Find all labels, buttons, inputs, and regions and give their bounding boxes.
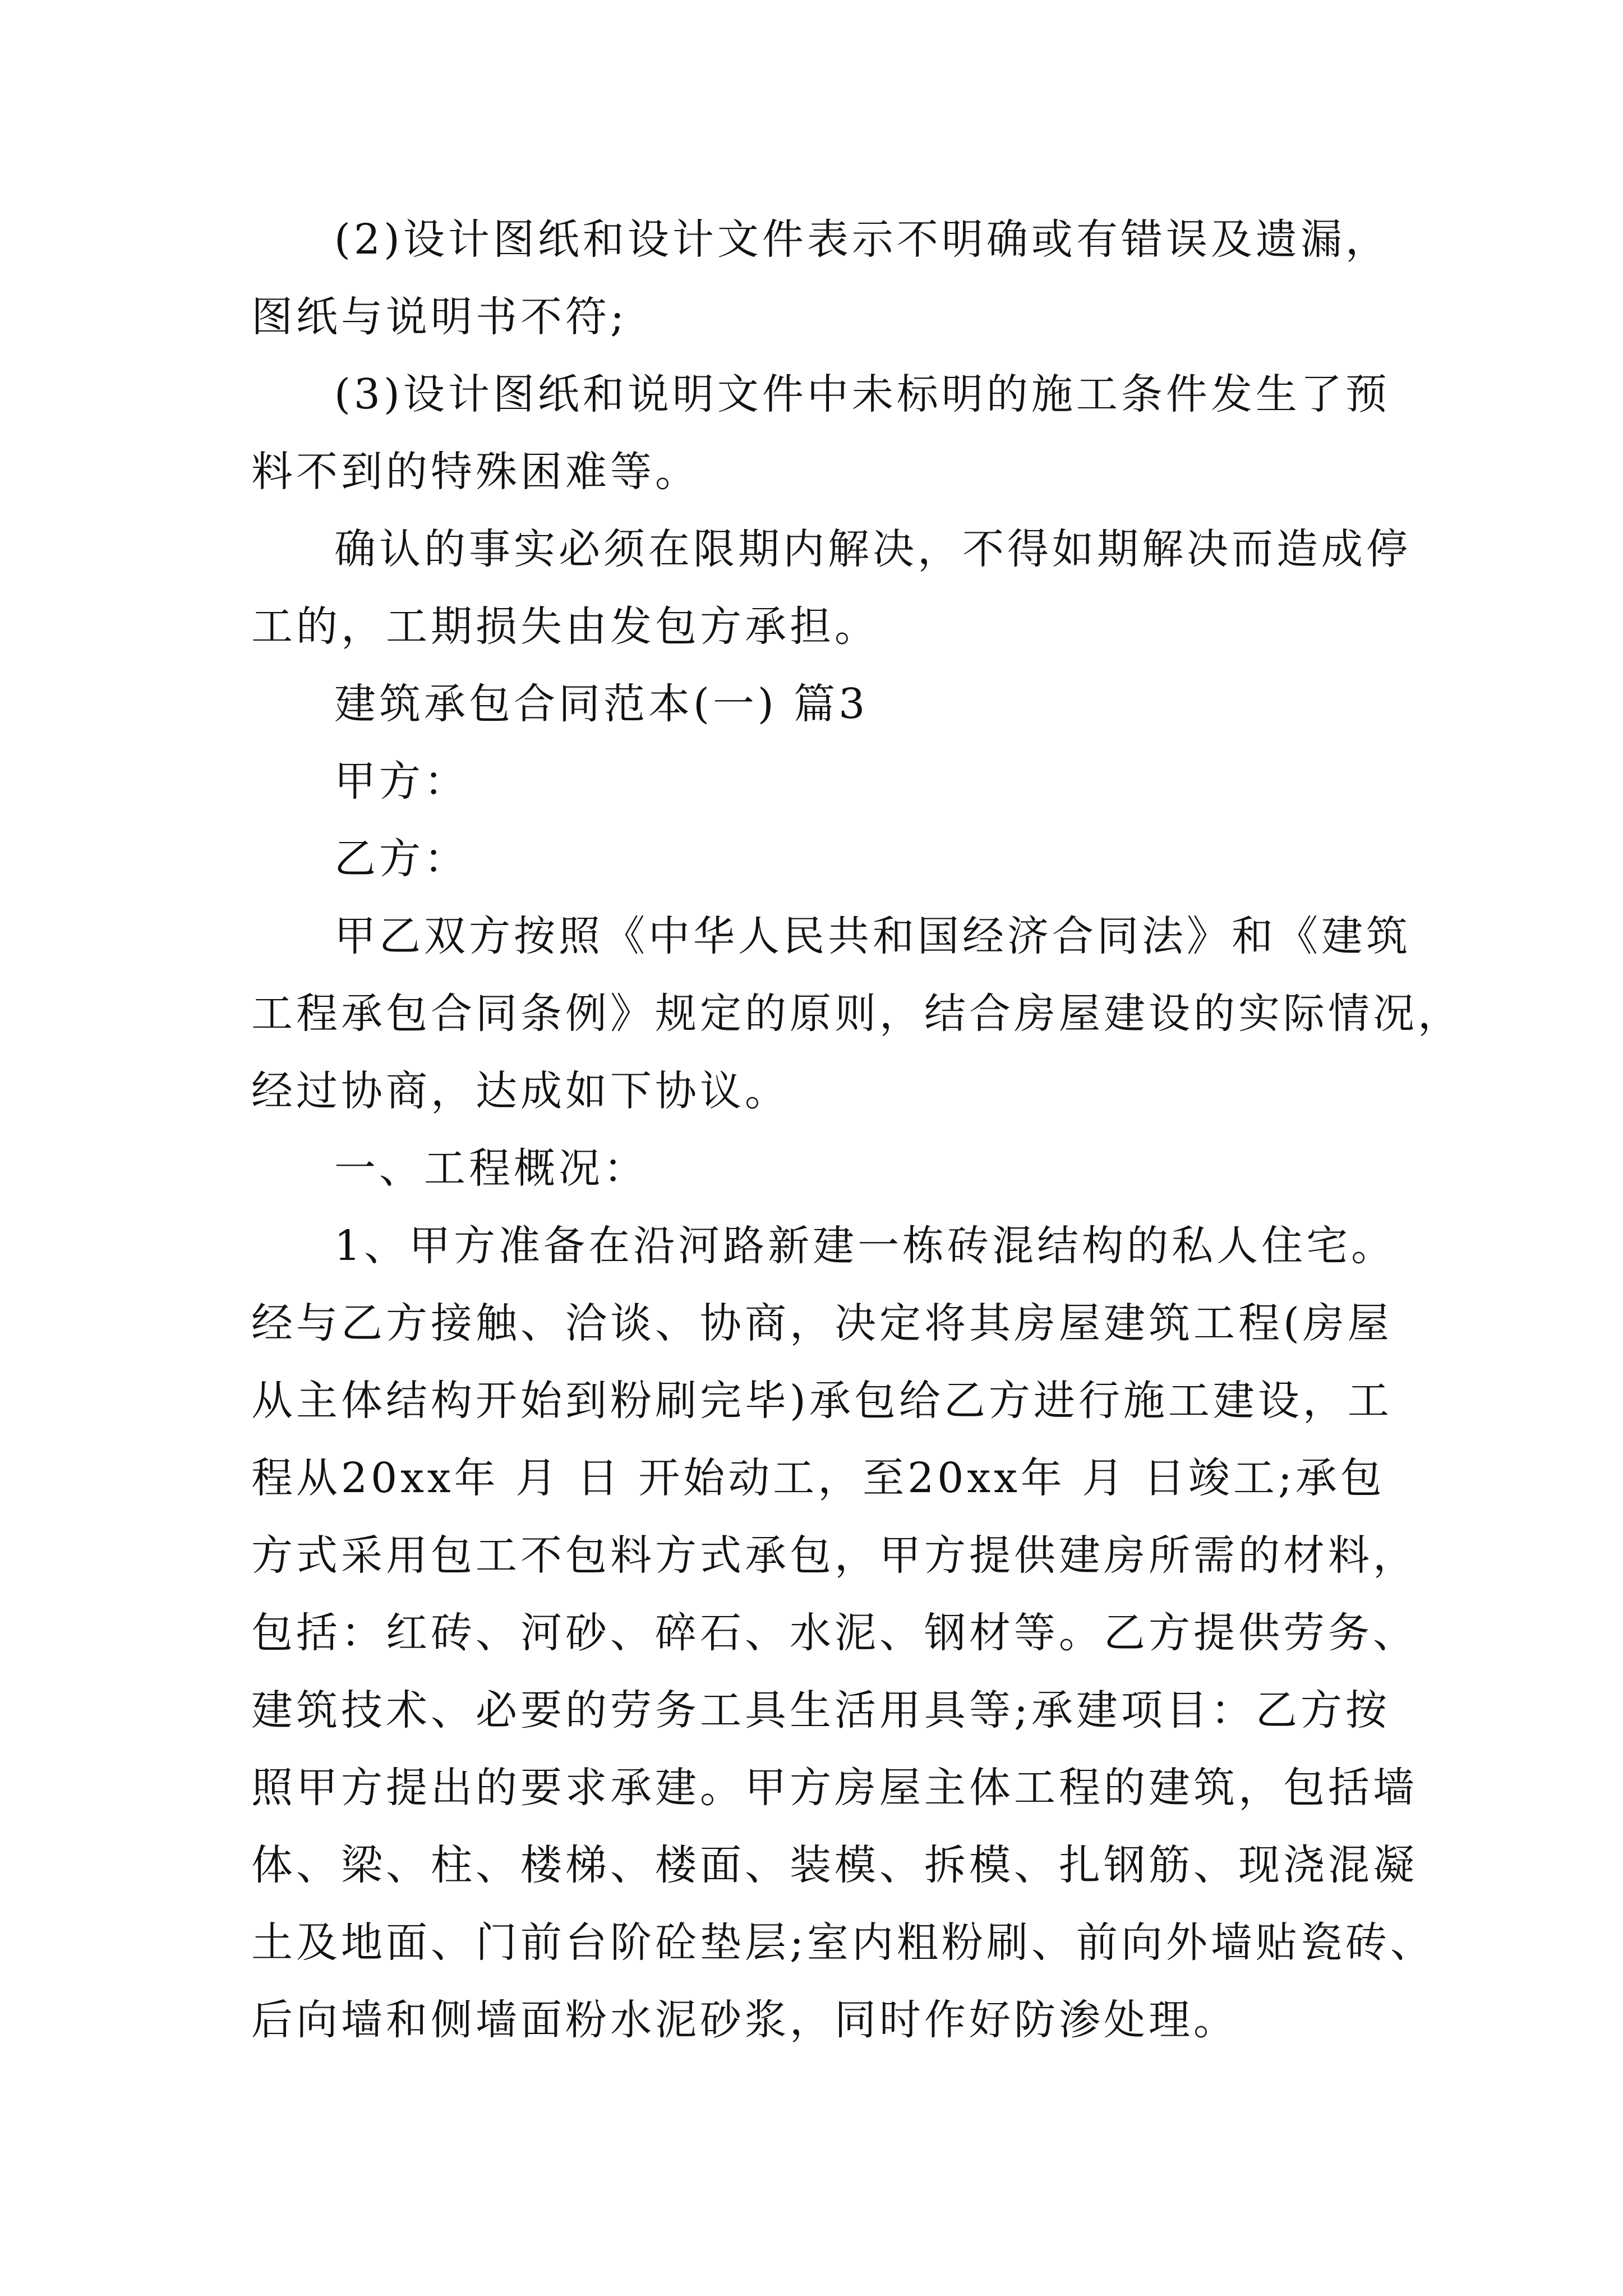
text-line: 体、梁、柱、楼梯、楼面、装模、拆模、扎钢筋、现浇混凝 (251, 1841, 1418, 1889)
text-line: 经过协商，达成如下协议。 (251, 1067, 790, 1115)
section-heading: 建筑承包合同范本(一) 篇3 (334, 680, 869, 728)
text-line: 照甲方提出的要求承建。甲方房屋主体工程的建筑，包括墙 (251, 1764, 1418, 1812)
text-line: 方式采用包工不包料方式承包，甲方提供建房所需的材料， (251, 1531, 1418, 1580)
text-line: 料不到的特殊困难等。 (251, 448, 700, 496)
text-line: 经与乙方接触、洽谈、协商，决定将其房屋建筑工程(房屋 (251, 1299, 1393, 1347)
text-line: (3)设计图纸和说明文件中未标明的施工条件发生了预 (334, 370, 1390, 418)
text-line: 程从20xx年 月 日 开始动工，至20xx年 月 日竣工;承包 (251, 1454, 1385, 1502)
text-line: 确认的事实必须在限期内解决，不得如期解决而造成停 (334, 525, 1411, 573)
text-line: 工程承包合同条例》规定的原则，结合房屋建设的实际情况， (251, 990, 1463, 1038)
text-line: (2)设计图纸和设计文件表示不明确或有错误及遗漏， (334, 215, 1390, 264)
text-line: 甲乙双方按照《中华人民共和国经济合同法》和《建筑 (334, 912, 1411, 960)
text-line: 工的，工期损失由发包方承担。 (251, 602, 879, 651)
party-b-label: 乙方： (334, 835, 469, 883)
text-line: 后向墙和侧墙面粉水泥砂浆，同时作好防渗处理。 (251, 1996, 1238, 2044)
text-line: 图纸与说明书不符; (251, 293, 628, 341)
text-line: 从主体结构开始到粉刷完毕)承包给乙方进行施工建设，工 (251, 1377, 1393, 1425)
text-line: 土及地面、门前台阶砼垫层;室内粗粉刷、前向外墙贴瓷砖、 (251, 1918, 1435, 1967)
text-line: 包括：红砖、河砂、碎石、水泥、钢材等。乙方提供劳务、 (251, 1609, 1418, 1657)
document-body (251, 201, 1463, 2059)
party-a-label: 甲方： (334, 757, 469, 806)
text-line: 建筑技术、必要的劳务工具生活用具等;承建项目：乙方按 (251, 1686, 1390, 1734)
text-line: 1、甲方准备在沿河路新建一栋砖混结构的私人住宅。 (334, 1222, 1396, 1270)
section-heading: 一、工程概况： (334, 1144, 648, 1193)
